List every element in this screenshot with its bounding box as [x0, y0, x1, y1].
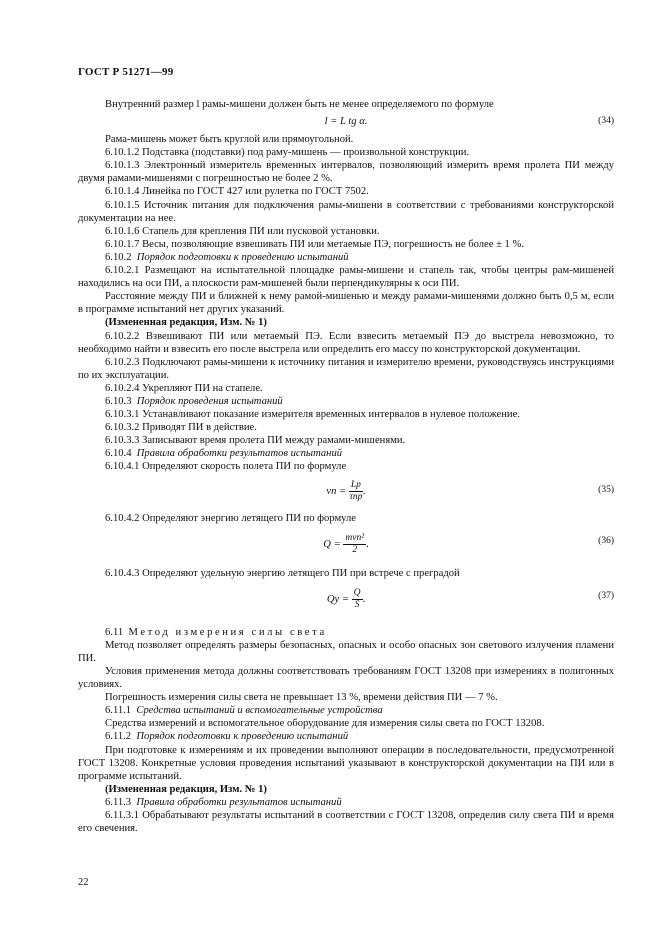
paragraph: 6.10.1.6 Стапель для крепления ПИ или пусковой установки. — [105, 225, 380, 237]
section-number: 6.11.2 — [105, 731, 132, 743]
paragraph: 6.10.3.2 Приводят ПИ в действие. — [105, 422, 257, 434]
section-heading — [78, 251, 614, 264]
section-number: 6.10.2 — [105, 251, 132, 263]
section-heading — [78, 626, 614, 639]
section-number: 6.10.3 — [105, 395, 132, 407]
paragraph: 6.10.3.3 Записывают время пролета ПИ между рамами-мишенями. — [105, 435, 406, 447]
document-header: ГОСТ Р 51271—99 — [78, 66, 174, 78]
formula-lhs: vп = — [326, 485, 347, 497]
paragraph: 6.10.1.7 Весы, позволяющие взвешивать ПИ или метаемые ПЭ, погрешность не более ± 1 %. — [105, 238, 524, 250]
section-title: Правила обработки результатов испытаний — [136, 796, 342, 808]
paragraph: 6.11.3.1 Обрабатывают результаты испытаний в соответствии с ГОСТ 13208, определив силу света ПИ и время его свечения. — [78, 810, 614, 835]
paragraph: 6.10.4.2 Определяют энергию летящего ПИ по формуле — [105, 512, 356, 524]
revision-note: (Измененная редакция, Изм. № 1) — [105, 783, 267, 795]
revision-note: (Измененная редакция, Изм. № 1) — [105, 317, 267, 329]
document-body — [78, 98, 614, 835]
section-number: 6.11 — [105, 626, 124, 638]
section-title: Порядок подготовки к проведению испытаний — [136, 251, 349, 263]
section-title: Правила обработки результатов испытаний — [136, 448, 343, 460]
paragraph: Условия применения метода должны соответствовать требованиям ГОСТ 13208 при измерениях в полигонных условиях. — [78, 666, 614, 691]
section-heading — [78, 796, 614, 809]
section-heading — [78, 730, 614, 743]
section-title: Метод измерения силы света — [128, 626, 327, 638]
fraction-denominator: 2 — [352, 544, 358, 555]
paragraph: 6.10.4.3 Определяют удельную энергию летящего ПИ при встрече с преградой — [105, 567, 460, 579]
formula-number: (36) — [598, 535, 614, 546]
paragraph: 6.10.2.3 Подключают рамы-мишени к источнику питания и измерителю времени, руководствуясь инструкциями по их эксплуатации. — [78, 356, 614, 381]
paragraph: 6.10.1.3 Электронный измеритель временных интервалов, позволяющий измерить время пролета ПИ между двумя рамами-мишенями с погрешностью не более 2 %. — [78, 160, 614, 185]
formula-end: . — [362, 593, 366, 605]
section-title: Порядок проведения испытаний — [136, 395, 283, 407]
fraction-numerator: Q — [353, 587, 361, 598]
formula-fraction — [343, 533, 366, 556]
formula-number: (35) — [598, 484, 614, 495]
paragraph: Метод позволяет определять размеры безопасных, опасных и особо опасных зон светового излучения пламени ПИ. — [78, 639, 614, 664]
paragraph: 6.10.2.4 Укрепляют ПИ на стапеле. — [105, 382, 263, 394]
formula-35 — [78, 474, 614, 508]
fraction-numerator: mvп² — [345, 532, 365, 543]
paragraph: Расстояние между ПИ и ближней к нему рамой-мишенью и между рамами-мишенями должно быть 0,5 м, если в программе испытаний нет других указаний. — [78, 291, 614, 316]
section-heading — [78, 447, 614, 460]
section-number: 6.11.1 — [105, 705, 132, 717]
page-number: 22 — [78, 877, 89, 888]
paragraph: Внутренний размер l рамы-мишени должен быть не менее определяемого по формуле — [105, 99, 494, 110]
formula-fraction — [349, 480, 363, 503]
paragraph: 6.10.2.1 Размещают на испытательной площадке рамы-мишени и стапель так, чтобы центры рам-мишеней находились на оси ПИ, а плоскости рам-мишеней были перпендикулярны к оси ПИ. — [78, 265, 614, 290]
section-title: Средства испытаний и вспомогательные устройства — [136, 705, 383, 717]
formula-fraction — [352, 588, 363, 611]
formula-37 — [78, 580, 614, 620]
paragraph: Погрешность измерения силы света не превышает 13 %, времени действия ПИ — 7 %. — [105, 692, 498, 704]
section-number: 6.11.3 — [105, 796, 132, 808]
paragraph: Средства измерений и вспомогательное оборудование для измерения силы света по ГОСТ 13208. — [105, 718, 545, 730]
fraction-denominator: S — [354, 599, 360, 610]
section-title: Порядок подготовки к проведению испытаний — [136, 731, 349, 743]
formula-lhs: Q = — [323, 538, 341, 550]
paragraph: Рама-мишень может быть круглой или прямоугольной. — [105, 134, 354, 146]
paragraph: 6.10.1.4 Линейка по ГОСТ 427 или рулетка по ГОСТ 7502. — [105, 186, 369, 198]
section-heading — [78, 395, 614, 408]
formula-end: . — [366, 538, 369, 550]
fraction-denominator: τпр — [349, 491, 363, 502]
formula-number: (37) — [598, 590, 614, 601]
paragraph: 6.10.2.2 Взвешивают ПИ или метаемый ПЭ. Если взвесить метаемый ПЭ до выстрела невозможно, то необходимо найти и взвесить его после выстрела или определить его массу по конструкторской документации. — [78, 330, 614, 355]
paragraph: 6.10.4.1 Определяют скорость полета ПИ по формуле — [105, 461, 347, 473]
paragraph: При подготовке к измерениям и их проведении выполняют операции в последовательности, предусмотренной ГОСТ 13208. Конкретные условия проведения испытаний указывают в конструкторской документации на ПИ или в программе испытаний. — [78, 744, 614, 782]
section-number: 6.10.4 — [105, 448, 132, 460]
paragraph: 6.10.1.2 Подставка (подставки) под раму-мишень — произвольной конструкции. — [105, 147, 470, 159]
formula-end: . — [362, 485, 366, 497]
formula-lhs: Qу = — [326, 593, 349, 605]
formula-36 — [78, 525, 614, 563]
section-heading — [78, 704, 614, 717]
fraction-numerator: Lр — [350, 479, 361, 490]
paragraph: 6.10.1.5 Источник питания для подключения рамы-мишени в соответствии с требованиями конструкторской документации на нее. — [78, 199, 614, 224]
formula-34 — [78, 111, 614, 133]
paragraph: 6.10.3.1 Устанавливают показание измерителя временных интервалов в нулевое положение. — [105, 409, 520, 421]
formula-number: (34) — [598, 116, 614, 127]
formula-expression: l = L tg α. — [324, 116, 368, 128]
